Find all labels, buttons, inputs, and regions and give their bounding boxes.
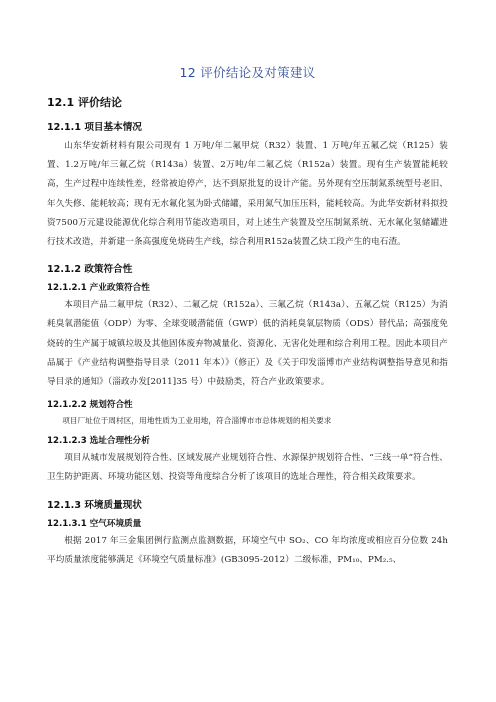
section-heading-12-1-3-1: 12.1.3.1 空气环境质量 xyxy=(47,518,142,529)
section-heading-12-1-2: 12.1.2 政策符合性 xyxy=(47,264,133,276)
section-heading-12-1-1: 12.1.1 项目基本情况 xyxy=(47,122,142,133)
section-heading-12-1-2-3: 12.1.2.3 选址合理性分析 xyxy=(47,436,150,447)
paragraph-industrial-policy: 本项目产品二氟甲烷（R32）、二氟乙烷（R152a）、三氟乙烷（R143a）、五氟乙烷（R125）为消耗臭氧潜能值（ODP）为零、全球变暖潜能值（GWP）低的消耗臭氧层物质（ODS）替代品；高强度免烧砖的生产属于城镇垃圾及其他固体废弃物减量化、资源化、无害化处理和综合利用工程。因此本项目产品属于《产业结构调整指导目录（2011 年本）》（修正）及《关于印发淄博市产业结构调整指导意见和指导目录的通知》（淄政办发[2011]35 号）中鼓励类，符合产业政策要求。 xyxy=(47,300,448,388)
section-heading-12-1-2-1: 12.1.2.1 产业政策符合性 xyxy=(47,283,150,294)
section-heading-12-1-2-2: 12.1.2.2 规划符合性 xyxy=(47,400,133,411)
paragraph-planning-compliance: 项目厂址位于周村区，用地性质为工业用地，符合淄博市市总体规划的相关要求 xyxy=(62,416,332,426)
chapter-title: 12 评价结论及对策建议 xyxy=(179,65,316,80)
paragraph-site-selection: 项目从城市发展规划符合性、区域发展产业规划符合性、水源保护规划符合性、“三线一单”符合性、卫生防护距离、环境功能区划、投资等角度综合分析了该项目的选址合理性，符合相关政策要求。 xyxy=(47,453,448,483)
paragraph-project-overview: 山东华安新材料有限公司现有 1 万吨/年二氟甲烷（R32）装置、1 万吨/年五氟乙烷（R125）装置、1.2万吨/年三氟乙烷（R143a）装置、2万吨/年二氟乙烷（R152a）装置。现有生产装置能耗较高，生产过程中连续性差，经常被迫停产，达不到原批复的设计产能。另外现有空压制氮系统型号老旧、年久失修、能耗较高；现有无水氟化氢为卧式储罐，采用氮气加压压料，能耗较高。为此华安新材料拟投资7500万元建设能源优化综合利用节能改造项目，对上述生产装置及空压制氮系统、无水氟化氢储罐进行技术改造，并新建一条高强度免烧砖生产线，综合利用R152a装置乙炔工段产生的电石渣。 xyxy=(47,141,448,248)
section-heading-12-1-3: 12.1.3 环境质量现状 xyxy=(47,499,142,511)
paragraph-air-quality: 根据 2017 年三金集团例行监测点监测数据，环境空气中 SO₂、CO 年均浓度或相应百分位数 24h 平均质量浓度能够满足《环境空气质量标准》(GB3095-2012）二级标准，PM₁₀、PM₂.₅、 xyxy=(47,535,448,565)
section-heading-12-1: 12.1 评价结论 xyxy=(47,96,122,109)
